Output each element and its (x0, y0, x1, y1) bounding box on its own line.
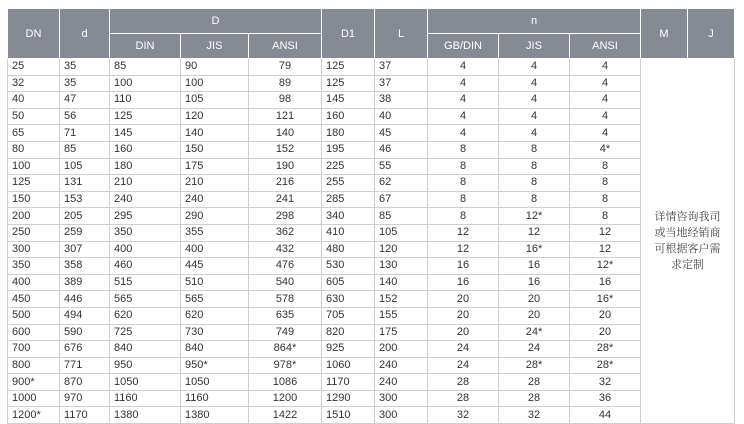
table-cell: 730 (181, 324, 249, 341)
table-cell: 450 (8, 291, 60, 308)
table-cell: 8 (428, 208, 499, 225)
table-cell: 12 (499, 224, 570, 241)
table-cell: 432 (249, 241, 322, 258)
table-cell: 1422 (249, 407, 322, 424)
table-row (8, 258, 735, 275)
table-cell: 4 (499, 92, 570, 109)
table-cell: 8 (499, 158, 570, 175)
table-row (8, 75, 735, 92)
table-cell: 240 (110, 191, 181, 208)
table-cell: 150 (181, 141, 249, 158)
table-cell: 25 (8, 59, 60, 76)
table-cell: 210 (181, 175, 249, 192)
table-cell: 180 (110, 158, 181, 175)
table-row (8, 125, 735, 142)
table-cell: 1050 (181, 374, 249, 391)
table-cell: 145 (322, 92, 375, 109)
table-cell: 36 (570, 390, 641, 407)
header-dn: DN (8, 9, 60, 59)
table-cell: 28* (570, 357, 641, 374)
table-cell: 28 (499, 390, 570, 407)
table-cell: 121 (249, 108, 322, 125)
table-cell: 4 (570, 125, 641, 142)
table-cell: 1086 (249, 374, 322, 391)
table-cell: 12 (570, 224, 641, 241)
table-cell: 400 (8, 274, 60, 291)
note-line: 可根据客户需 (654, 243, 721, 256)
table-row (8, 175, 735, 192)
table-cell: 16 (570, 274, 641, 291)
table-cell: 8 (570, 175, 641, 192)
table-body (8, 59, 735, 424)
table-cell: 20 (428, 307, 499, 324)
table-cell: 1510 (322, 407, 375, 424)
table-cell: 494 (60, 307, 110, 324)
table-cell: 241 (249, 191, 322, 208)
table-cell: 240 (375, 374, 428, 391)
table-cell: 225 (322, 158, 375, 175)
table-cell: 65 (8, 125, 60, 142)
table-cell: 12* (570, 258, 641, 275)
table-cell: 210 (110, 175, 181, 192)
table-cell: 1060 (322, 357, 375, 374)
table-cell: 20 (570, 324, 641, 341)
table-cell: 8 (499, 175, 570, 192)
table-cell: 79 (249, 59, 322, 76)
table-cell: 600 (8, 324, 60, 341)
table-cell: 285 (322, 191, 375, 208)
table-cell: 8 (428, 175, 499, 192)
customization-note (641, 59, 735, 424)
table-cell: 100 (181, 75, 249, 92)
table-cell: 240 (181, 191, 249, 208)
table-row (8, 374, 735, 391)
table-cell: 605 (322, 274, 375, 291)
table-cell: 840 (181, 341, 249, 358)
table-row (8, 59, 735, 76)
table-cell: 307 (60, 241, 110, 258)
table-cell: 460 (110, 258, 181, 275)
table-cell: 40 (375, 108, 428, 125)
table-cell: 40 (8, 92, 60, 109)
table-cell: 410 (322, 224, 375, 241)
table-cell: 8 (499, 141, 570, 158)
table-cell: 67 (375, 191, 428, 208)
header-D-ansi: ANSI (249, 34, 322, 59)
table-cell: 160 (322, 108, 375, 125)
header-d: d (60, 9, 110, 59)
table-cell: 4 (570, 108, 641, 125)
table-cell: 190 (249, 158, 322, 175)
table-row (8, 191, 735, 208)
table-cell: 4 (428, 59, 499, 76)
table-cell: 300 (8, 241, 60, 258)
table-cell: 62 (375, 175, 428, 192)
table-row (8, 274, 735, 291)
table-cell: 480 (322, 241, 375, 258)
table-cell: 216 (249, 175, 322, 192)
table-cell: 50 (8, 108, 60, 125)
table-cell: 389 (60, 274, 110, 291)
table-cell: 125 (322, 75, 375, 92)
table-cell: 1200 (249, 390, 322, 407)
table-cell: 700 (8, 341, 60, 358)
header-j: J (688, 9, 735, 59)
table-cell: 540 (249, 274, 322, 291)
table-cell: 4 (499, 75, 570, 92)
table-cell: 8 (499, 191, 570, 208)
table-cell: 12 (428, 241, 499, 258)
table-cell: 620 (110, 307, 181, 324)
table-cell: 446 (60, 291, 110, 308)
table-row (8, 208, 735, 225)
table-cell: 37 (375, 59, 428, 76)
table-cell: 28* (499, 357, 570, 374)
table-cell: 28 (428, 390, 499, 407)
table-cell: 970 (60, 390, 110, 407)
table-cell: 259 (60, 224, 110, 241)
table-cell: 71 (60, 125, 110, 142)
table-cell: 85 (110, 59, 181, 76)
table-cell: 16 (499, 258, 570, 275)
table-cell: 110 (110, 92, 181, 109)
table-cell: 12 (570, 241, 641, 258)
table-cell: 35 (60, 59, 110, 76)
table-cell: 578 (249, 291, 322, 308)
table-row (8, 241, 735, 258)
table-cell: 32 (8, 75, 60, 92)
table-cell: 298 (249, 208, 322, 225)
table-cell: 4* (570, 141, 641, 158)
table-cell: 47 (60, 92, 110, 109)
table-cell: 20 (499, 291, 570, 308)
table-cell: 1160 (110, 390, 181, 407)
table-cell: 20 (428, 324, 499, 341)
table-cell: 85 (375, 208, 428, 225)
table-cell: 38 (375, 92, 428, 109)
table-cell: 152 (249, 141, 322, 158)
table-cell: 800 (8, 357, 60, 374)
table-cell: 200 (8, 208, 60, 225)
header-D-jis: JIS (181, 34, 249, 59)
table-cell: 55 (375, 158, 428, 175)
header-n-gbdin: GB/DIN (428, 34, 499, 59)
table-cell: 153 (60, 191, 110, 208)
table-cell: 620 (181, 307, 249, 324)
table-cell: 32 (499, 407, 570, 424)
table-cell: 705 (322, 307, 375, 324)
table-cell: 32 (570, 374, 641, 391)
table-cell: 8 (428, 141, 499, 158)
table-cell: 175 (181, 158, 249, 175)
table-cell: 1380 (110, 407, 181, 424)
table-cell: 140 (375, 274, 428, 291)
table-cell: 1170 (322, 374, 375, 391)
table-cell: 4 (428, 108, 499, 125)
table-cell: 44 (570, 407, 641, 424)
table-cell: 8 (428, 158, 499, 175)
table-cell: 255 (322, 175, 375, 192)
table-cell: 32 (428, 407, 499, 424)
header-l: L (375, 9, 428, 59)
table-cell: 80 (8, 141, 60, 158)
table-cell: 16 (428, 274, 499, 291)
table-cell: 24* (499, 324, 570, 341)
header-d1: D1 (322, 9, 375, 59)
table-cell: 4 (570, 92, 641, 109)
table-row (8, 307, 735, 324)
table-cell: 98 (249, 92, 322, 109)
table-cell: 56 (60, 108, 110, 125)
table-cell: 175 (375, 324, 428, 341)
table-cell: 500 (8, 307, 60, 324)
table-cell: 125 (110, 108, 181, 125)
table-cell: 676 (60, 341, 110, 358)
table-cell: 155 (375, 307, 428, 324)
table-cell: 28* (570, 341, 641, 358)
table-row (8, 92, 735, 109)
table-cell: 105 (60, 158, 110, 175)
table-cell: 16 (428, 258, 499, 275)
table-cell: 105 (181, 92, 249, 109)
table-cell: 205 (60, 208, 110, 225)
note-line: 或当地经销商 (654, 227, 721, 240)
table-cell: 89 (249, 75, 322, 92)
table-cell: 950 (110, 357, 181, 374)
table-cell: 24 (428, 341, 499, 358)
table-cell: 24 (428, 357, 499, 374)
table-cell: 1160 (181, 390, 249, 407)
table-cell: 300 (375, 407, 428, 424)
table-cell: 12* (499, 208, 570, 225)
table-cell: 4 (428, 75, 499, 92)
note-line: 详情咨询我司 (654, 211, 721, 224)
table-cell: 355 (181, 224, 249, 241)
header-n-group: n (428, 9, 641, 34)
table-row (8, 224, 735, 241)
table-cell: 140 (249, 125, 322, 142)
table-cell: 20 (499, 307, 570, 324)
table-cell: 125 (8, 175, 60, 192)
table-cell: 400 (181, 241, 249, 258)
table-cell: 1200* (8, 407, 60, 424)
table-cell: 45 (375, 125, 428, 142)
table-cell: 1050 (110, 374, 181, 391)
table-cell: 4 (499, 59, 570, 76)
table-cell: 160 (110, 141, 181, 158)
table-cell: 16 (499, 274, 570, 291)
table-cell: 8 (570, 158, 641, 175)
header-n-jis: JIS (499, 34, 570, 59)
table-cell: 362 (249, 224, 322, 241)
table-cell: 20 (570, 307, 641, 324)
flange-spec-table (7, 8, 735, 424)
table-cell: 125 (322, 59, 375, 76)
table-cell: 152 (375, 291, 428, 308)
header-D-din: DIN (110, 34, 181, 59)
table-row (8, 108, 735, 125)
table-cell: 8 (570, 208, 641, 225)
table-cell: 16* (570, 291, 641, 308)
table-cell: 120 (375, 241, 428, 258)
table-cell: 8 (570, 191, 641, 208)
table-cell: 24 (499, 341, 570, 358)
table-header (8, 9, 735, 59)
table-cell: 4 (570, 75, 641, 92)
table-cell: 28 (428, 374, 499, 391)
table-cell: 4 (499, 108, 570, 125)
table-cell: 925 (322, 341, 375, 358)
table-cell: 978* (249, 357, 322, 374)
table-cell: 131 (60, 175, 110, 192)
table-cell: 120 (181, 108, 249, 125)
table-cell: 358 (60, 258, 110, 275)
table-cell: 100 (8, 158, 60, 175)
table-cell: 28 (499, 374, 570, 391)
table-cell: 250 (8, 224, 60, 241)
table-cell: 4 (428, 125, 499, 142)
table-cell: 476 (249, 258, 322, 275)
table-cell: 200 (375, 341, 428, 358)
table-row (8, 390, 735, 407)
table-row (8, 357, 735, 374)
table-cell: 195 (322, 141, 375, 158)
table-cell: 37 (375, 75, 428, 92)
table-cell: 1380 (181, 407, 249, 424)
table-cell: 1000 (8, 390, 60, 407)
table-cell: 340 (322, 208, 375, 225)
table-cell: 749 (249, 324, 322, 341)
table-cell: 350 (110, 224, 181, 241)
table-cell: 565 (181, 291, 249, 308)
table-row (8, 141, 735, 158)
table-cell: 295 (110, 208, 181, 225)
table-cell: 510 (181, 274, 249, 291)
table-cell: 864* (249, 341, 322, 358)
table-cell: 150 (8, 191, 60, 208)
header-m: M (641, 9, 688, 59)
table-cell: 85 (60, 141, 110, 158)
note-line: 求定制 (671, 259, 704, 272)
table-cell: 771 (60, 357, 110, 374)
table-cell: 635 (249, 307, 322, 324)
header-D-group: D (110, 9, 322, 34)
table-row (8, 291, 735, 308)
table-cell: 20 (428, 291, 499, 308)
table-row (8, 407, 735, 424)
table-cell: 35 (60, 75, 110, 92)
table-cell: 105 (375, 224, 428, 241)
table-cell: 590 (60, 324, 110, 341)
table-cell: 530 (322, 258, 375, 275)
table-cell: 4 (570, 59, 641, 76)
header-n-ansi: ANSI (570, 34, 641, 59)
table-row (8, 324, 735, 341)
table-cell: 820 (322, 324, 375, 341)
table-row (8, 158, 735, 175)
table-row (8, 341, 735, 358)
table-cell: 900* (8, 374, 60, 391)
table-cell: 4 (499, 125, 570, 142)
table-cell: 300 (375, 390, 428, 407)
table-cell: 1290 (322, 390, 375, 407)
table-cell: 180 (322, 125, 375, 142)
table-cell: 4 (428, 92, 499, 109)
table-cell: 290 (181, 208, 249, 225)
table-cell: 870 (60, 374, 110, 391)
table-cell: 1170 (60, 407, 110, 424)
table-cell: 46 (375, 141, 428, 158)
table-cell: 445 (181, 258, 249, 275)
table-cell: 725 (110, 324, 181, 341)
table-cell: 240 (375, 357, 428, 374)
spec-table-container (7, 8, 734, 424)
table-cell: 130 (375, 258, 428, 275)
table-cell: 8 (428, 191, 499, 208)
table-cell: 145 (110, 125, 181, 142)
table-cell: 840 (110, 341, 181, 358)
table-cell: 100 (110, 75, 181, 92)
table-cell: 140 (181, 125, 249, 142)
table-cell: 16* (499, 241, 570, 258)
table-cell: 515 (110, 274, 181, 291)
table-cell: 350 (8, 258, 60, 275)
table-cell: 950* (181, 357, 249, 374)
table-cell: 12 (428, 224, 499, 241)
table-cell: 400 (110, 241, 181, 258)
table-cell: 90 (181, 59, 249, 76)
table-cell: 565 (110, 291, 181, 308)
table-cell: 630 (322, 291, 375, 308)
